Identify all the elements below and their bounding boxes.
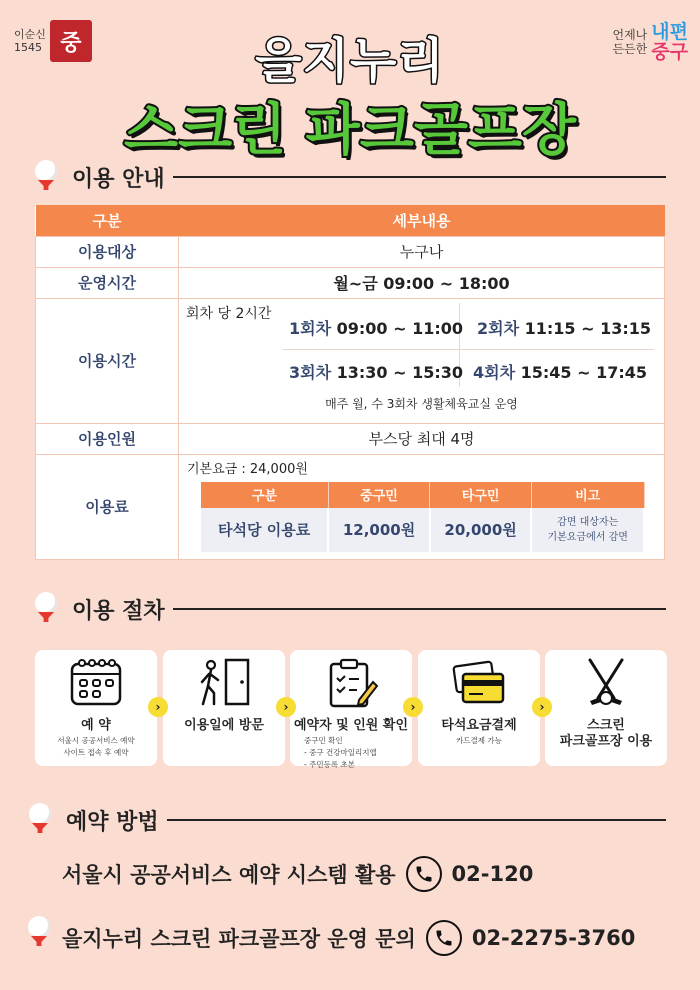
table-row [36,298,665,423]
golf-ball-icon [30,160,64,194]
section-reservation-title: 예약 방법 [66,809,159,835]
table-header-details: 세부내용 [179,205,665,236]
table-header-row [36,205,665,236]
phone-icon [406,856,442,892]
reservation-method-text: 서울시 공공서비스 예약 시스템 활용 [62,863,396,887]
session-2: 2회차 11:15 ~ 13:15 [477,318,652,338]
chevron-right-icon: › [148,697,168,717]
section-procedure-heading [30,592,666,626]
table-row [36,236,665,267]
page-title-line2: 스크린 파크골프장 [123,98,577,163]
fee-header: 구분 [201,482,328,508]
people-value: 부스당 최대 4명 [179,423,665,454]
fee-junggu: 12,000원 [328,508,430,552]
step-sub: - 중구 건강마일리지앱 [304,748,377,757]
section-guide-heading [30,160,666,194]
hours-value: 월~금 09:00 ~ 18:00 [179,267,665,298]
golf-ball-icon [30,592,64,626]
junggu-logo-mark: 중 [50,20,92,62]
inquiry [62,920,635,956]
step-sub: 서울시 공공서비스 예약 [57,736,135,745]
step-label: 타석요금결제 [441,718,517,733]
session-1: 1회차 09:00 ~ 11:00 [289,318,464,338]
credit-card-icon [451,658,507,708]
procedure-steps [35,650,667,769]
logo-left-line1: 이순신 [14,28,46,41]
step-label: 예약자 및 인원 확인 [293,718,409,733]
chevron-right-icon: › [276,697,296,717]
time-label: 이용시간 [36,298,179,423]
logo-right-big1: 내편 [651,21,688,43]
table-row [36,267,665,298]
step-use [545,650,667,766]
logo-right-small1: 언제나 [612,28,648,42]
fee-other: 20,000원 [430,508,532,552]
logo-right-small2: 든든한 [612,42,648,56]
divider [173,176,666,178]
fee-base: 기본요금 : 24,000원 [187,461,308,477]
session-3: 3회차 13:30 ~ 15:30 [289,362,464,382]
target-label: 이용대상 [36,236,179,267]
reservation-method [62,856,533,892]
step-sub: 중구민 확인 [304,736,343,745]
section-reservation-heading [24,803,666,837]
phone-icon [426,920,462,956]
time-footer-note: 매주 월, 수 3회차 생활체육교실 운영 [325,396,518,411]
table-row [36,454,665,559]
time-note: 회차 당 2시간 [186,305,272,322]
fee-table [201,482,645,552]
fee-header: 타구민 [430,482,532,508]
chevron-right-icon: › [403,697,423,717]
reservation-phone[interactable]: 02-120 [451,862,534,886]
golf-ball-icon [24,803,58,837]
fee-header: 비고 [531,482,644,508]
step-sub: 사이트 접속 후 예약 [63,748,129,757]
clipboard-icon [323,658,379,708]
calendar-icon [68,658,124,708]
target-value: 누구나 [179,236,665,267]
step-label: 파크골프장 이용 [559,734,653,749]
step-sub: 카드결제 가능 [456,736,502,745]
section-procedure-title: 이용 절차 [72,598,165,624]
table-row [36,423,665,454]
step-label: 스크린 [587,718,625,733]
fee-row-label: 타석당 이용료 [201,508,328,552]
logo-left-line2: 1545 [14,41,42,54]
walking-door-icon [196,658,252,708]
inquiry-phone[interactable]: 02-2275-3760 [471,926,636,950]
fee-label: 이용료 [36,454,179,559]
page-title-line1: 을지누리 [255,33,445,89]
step-visit [163,650,285,766]
fee-note: 감면 대상자는 기본요금에서 감면 [531,508,644,552]
step-sub: - 주민등록 초본 [304,760,355,769]
golf-ball-icon [24,916,54,950]
fee-block [179,455,664,559]
step-reservation [35,650,157,766]
step-payment [418,650,540,766]
divider [173,608,666,610]
info-table [35,205,665,560]
table-header-category: 구분 [36,205,179,236]
section-guide-title: 이용 안내 [72,166,165,192]
session-4: 4회차 15:45 ~ 17:45 [473,362,648,382]
people-label: 이용인원 [36,423,179,454]
hours-label: 운영시간 [36,267,179,298]
golf-clubs-icon [578,658,634,708]
divider [167,819,666,821]
step-label: 이용일에 방문 [184,718,264,733]
logo-right-big2: 중구 [651,41,688,63]
step-verify [290,650,412,769]
step-label: 예 약 [81,718,111,733]
fee-header: 중구민 [328,482,430,508]
inquiry-text: 을지누리 스크린 파크골프장 운영 문의 [62,927,416,951]
chevron-right-icon: › [532,697,552,717]
sessions-block [179,299,664,423]
